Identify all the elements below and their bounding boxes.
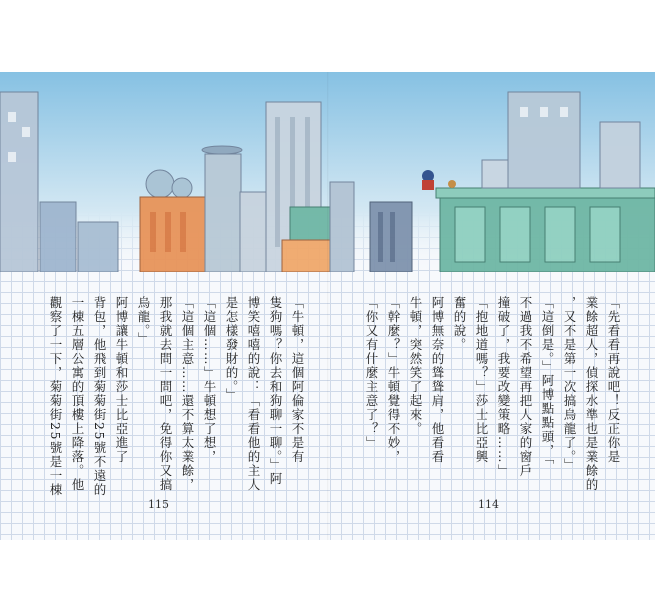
text-line: 「幹麼？」牛頓覺得不妙， [386,296,401,464]
page-gutter [327,72,329,540]
text-line: 烏龍。」 [136,296,151,346]
text-line: 背包，他飛到菊菊街25號不遠的 [92,296,107,497]
text-line: 是怎樣發財的。」 [224,296,239,402]
text-line: ，又不是第一次搞烏龍了。」 [562,296,577,472]
text-line: 阿博讓牛頓和莎士比亞進了 [114,296,129,464]
text-line: 「你又有什麼主意了？」 [364,296,379,450]
page-number: 115 [148,498,169,511]
text-line: 「牛頓，這個阿倫家不是有 [290,296,305,464]
text-line: 不過我不希望再把人家的窗戶 [518,296,533,478]
book-spread [0,72,655,540]
text-line: 撞破了，我要改變策略……」 [496,296,511,478]
text-line: 「這個主意……還不算太業餘， [180,296,195,492]
text-line: 「這個……」牛頓想了想， [202,296,217,464]
text-line: 「這倒是。」阿博點點頭，「 [540,296,555,466]
text-line: 一棟五層公寓的頂樓上降落。他 [70,296,85,492]
text-line: 博笑嘻嘻的說：「看看他的主人 [246,296,261,492]
text-line: 牛頓，突然笑了起來。 [408,296,423,436]
text-line: 那我就去問一問吧，免得你又搞 [158,296,173,492]
text-line: 阿博無奈的聳聳肩，他看看 [430,296,445,464]
text-line: 隻狗嗎？你去和狗聊一聊。」阿 [268,296,283,486]
text-line: 「抱地道嗎？」莎士比亞興 [474,296,489,464]
text-line: 業餘超人，偵探水準也是業餘的 [584,296,599,492]
page-number: 114 [478,498,499,511]
text-line: 觀察了一下，菊菊街25號是一棟 [48,296,63,497]
text-line: 奮的說。 [452,296,467,352]
text-line: 「先看看再說吧！反正你是 [606,296,621,464]
